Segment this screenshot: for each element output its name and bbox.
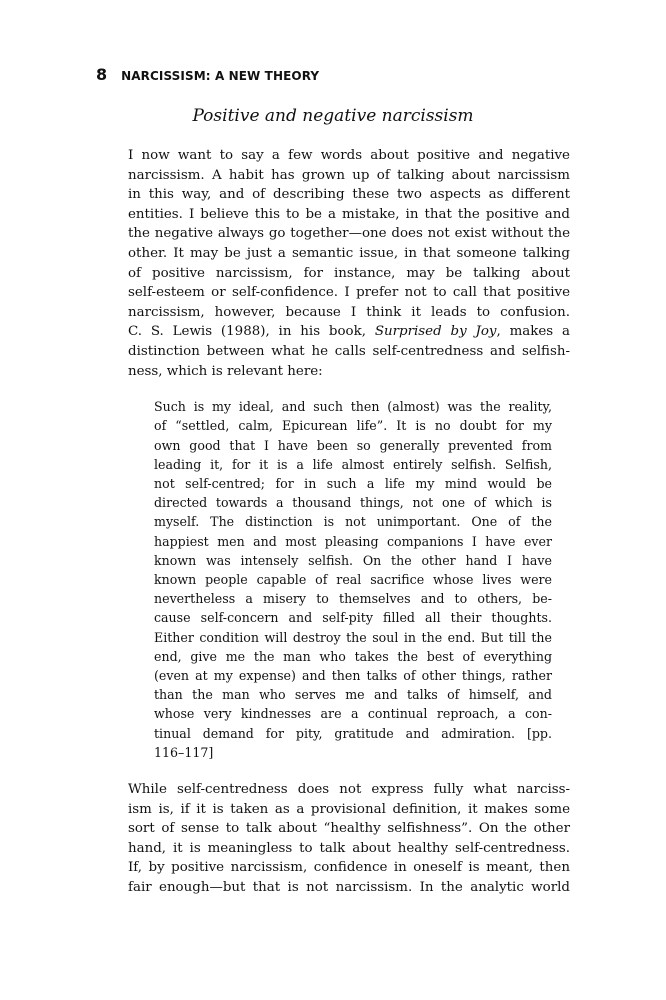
text-line: narcissism, however, because I think it leads to confusion. [128, 304, 570, 320]
quote-line: known people capable of real sacrifice whose lives were [154, 571, 552, 587]
text-line: of positive narcissism, for instance, may be talking about [128, 265, 570, 281]
quote-line: than the man who serves me and talks of himself, and [154, 687, 552, 703]
quote-line: end, give me the man who takes the best of everything [154, 648, 552, 664]
quote-line: leading it, for it is a life almost entirely selfish. Selfish, [154, 456, 552, 472]
quote-line: cause self-concern and self-pity filled all their thoughts. [154, 610, 552, 626]
running-head [96, 64, 576, 86]
quote-line: nevertheless a misery to themselves and to others, be- [154, 591, 552, 607]
book-title: Surprised by Joy [374, 324, 497, 340]
text-line: self-esteem or self-confidence. I prefer not to call that positive [128, 285, 570, 301]
text-line: other. It may be just a semantic issue, in that someone talking [128, 245, 570, 261]
running-title: NARCISSISM: A NEW THEORY [121, 69, 320, 83]
text-line: I now want to say a few words about positive and negative [128, 148, 570, 163]
text-line: fair enough—but that is not narcissism. In the analytic world [128, 879, 570, 895]
quote-line: not self-centred; for in such a life my mind would be [154, 475, 552, 491]
quote-line: Either condition will destroy the soul in the end. But till the [154, 629, 552, 645]
quote-line: whose very kindnesses are a continual reproach, a con- [154, 706, 552, 722]
body-text [128, 146, 570, 898]
paragraph-2 [128, 780, 570, 898]
quote-line: 116–117] [154, 744, 214, 760]
text-line [128, 322, 570, 342]
text-line: ness, which is relevant here: [128, 363, 323, 379]
text-segment: C. S. Lewis (1988), in his book, [128, 324, 366, 340]
text-line: narcissism. A habit has grown up of talking about narcissism [128, 167, 570, 183]
text-line: entities. I believe this to be a mistake, in that the positive and [128, 206, 570, 222]
text-line: While self-centredness does not express fully what narciss- [128, 781, 570, 797]
block-quote [128, 397, 552, 762]
text-line: If, by positive narcissism, confidence in oneself is meant, then [128, 860, 570, 876]
quote-line: myself. The distinction is not unimportant. One of the [154, 514, 552, 530]
quote-line: own good that I have been so generally prevented from [154, 437, 552, 453]
text-line: hand, it is meaningless to talk about healthy self-centredness. [128, 840, 570, 856]
quote-line: tinual demand for pity, gratitude and admiration. [pp. [154, 725, 552, 741]
text-line: distinction between what he calls self-centredness and selfish- [128, 343, 570, 359]
quote-line: of “settled, calm, Epicurean life”. It is no doubt for my [154, 418, 552, 434]
quote-line: happiest men and most pleasing companions I have ever [154, 533, 552, 549]
quote-line: (even at my expense) and then talks of other things, rather [154, 667, 552, 683]
quote-line: Such is my ideal, and such then (almost) was the reality, [154, 399, 552, 415]
paragraph-1 [128, 146, 570, 381]
text-line: sort of sense to talk about “healthy selfishness”. On the other [128, 821, 570, 837]
text-line: in this way, and of describing these two aspects as different [128, 187, 570, 203]
text-line: ism is, if it is taken as a provisional definition, it makes some [128, 801, 570, 817]
text-line: the negative always go together—one does not exist without the [128, 226, 570, 242]
text-segment: , makes a [496, 324, 570, 340]
page-number: 8 [96, 65, 108, 84]
section-heading: Positive and negative narcissism [192, 106, 474, 126]
quote-line: directed towards a thousand things, not one of which is [154, 495, 552, 511]
quote-line: known was intensely selfish. On the other hand I have [154, 552, 552, 568]
